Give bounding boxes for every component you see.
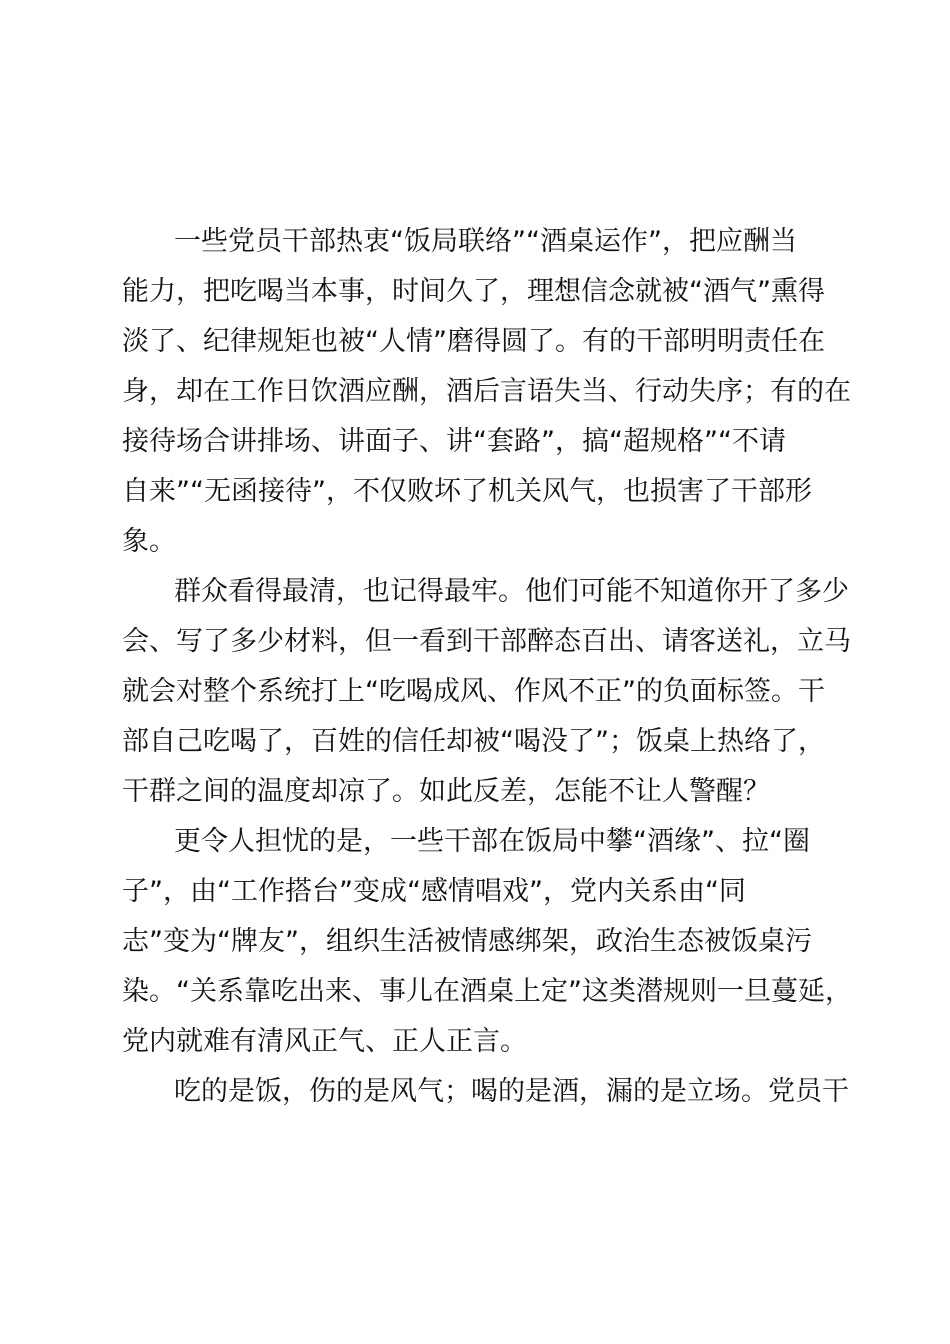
paragraph-2-line-4: 部自己吃喝了，百姓的信任却被“喝没了”；饭桌上热络了， bbox=[122, 726, 825, 757]
paragraph-1-line-7: 象。 bbox=[122, 526, 176, 557]
paragraph-2-line-5: 干群之间的温度却凉了。如此反差，怎能不让人警醒？ bbox=[122, 776, 770, 807]
paragraph-1-line-4: 身，却在工作日饮酒应酬，酒后言语失当、行动失序；有的在 bbox=[122, 376, 851, 407]
paragraph-2-line-1: 群众看得最清，也记得最牢。他们可能不知道你开了多少 bbox=[174, 576, 849, 607]
paragraph-1-line-2: 能力，把吃喝当本事，时间久了，理想信念就被“酒气”熏得 bbox=[122, 276, 825, 307]
paragraph-3-line-4: 染。“关系靠吃出来、事儿在酒桌上定”这类潜规则一旦蔓延， bbox=[122, 976, 852, 1007]
paragraph-3-line-5: 党内就难有清风正气、正人正言。 bbox=[122, 1026, 527, 1057]
paragraph-4-line-1: 吃的是饭，伤的是风气；喝的是酒，漏的是立场。党员干 bbox=[174, 1076, 849, 1107]
paragraph-3-line-3: 志”变为“牌友”，组织生活被情感绑架，政治生态被饭桌污 bbox=[122, 926, 812, 957]
paragraph-1-line-5: 接待场合讲排场、讲面子、讲“套路”，搞“超规格”“不请 bbox=[122, 426, 786, 457]
paragraph-1-line-6: 自来”“无函接待”，不仅败坏了机关风气，也损害了干部形 bbox=[122, 476, 812, 507]
paragraph-3-line-1: 更令人担忧的是，一些干部在饭局中攀“酒缘”、拉“圈 bbox=[174, 826, 810, 857]
paragraph-2-line-3: 就会对整个系统打上“吃喝成风、作风不正”的负面标签。干 bbox=[122, 676, 825, 707]
paragraph-3-line-2: 子”，由“工作搭台”变成“感情唱戏”，党内关系由“同 bbox=[122, 876, 746, 907]
paragraph-1-line-1: 一些党员干部热衷“饭局联络”“酒桌运作”，把应酬当 bbox=[174, 226, 797, 257]
paragraph-2-line-2: 会、写了多少材料，但一看到干部醉态百出、请客送礼，立马 bbox=[122, 626, 851, 657]
paragraph-1-line-3: 淡了、纪律规矩也被“人情”磨得圆了。有的干部明明责任在 bbox=[122, 326, 825, 357]
